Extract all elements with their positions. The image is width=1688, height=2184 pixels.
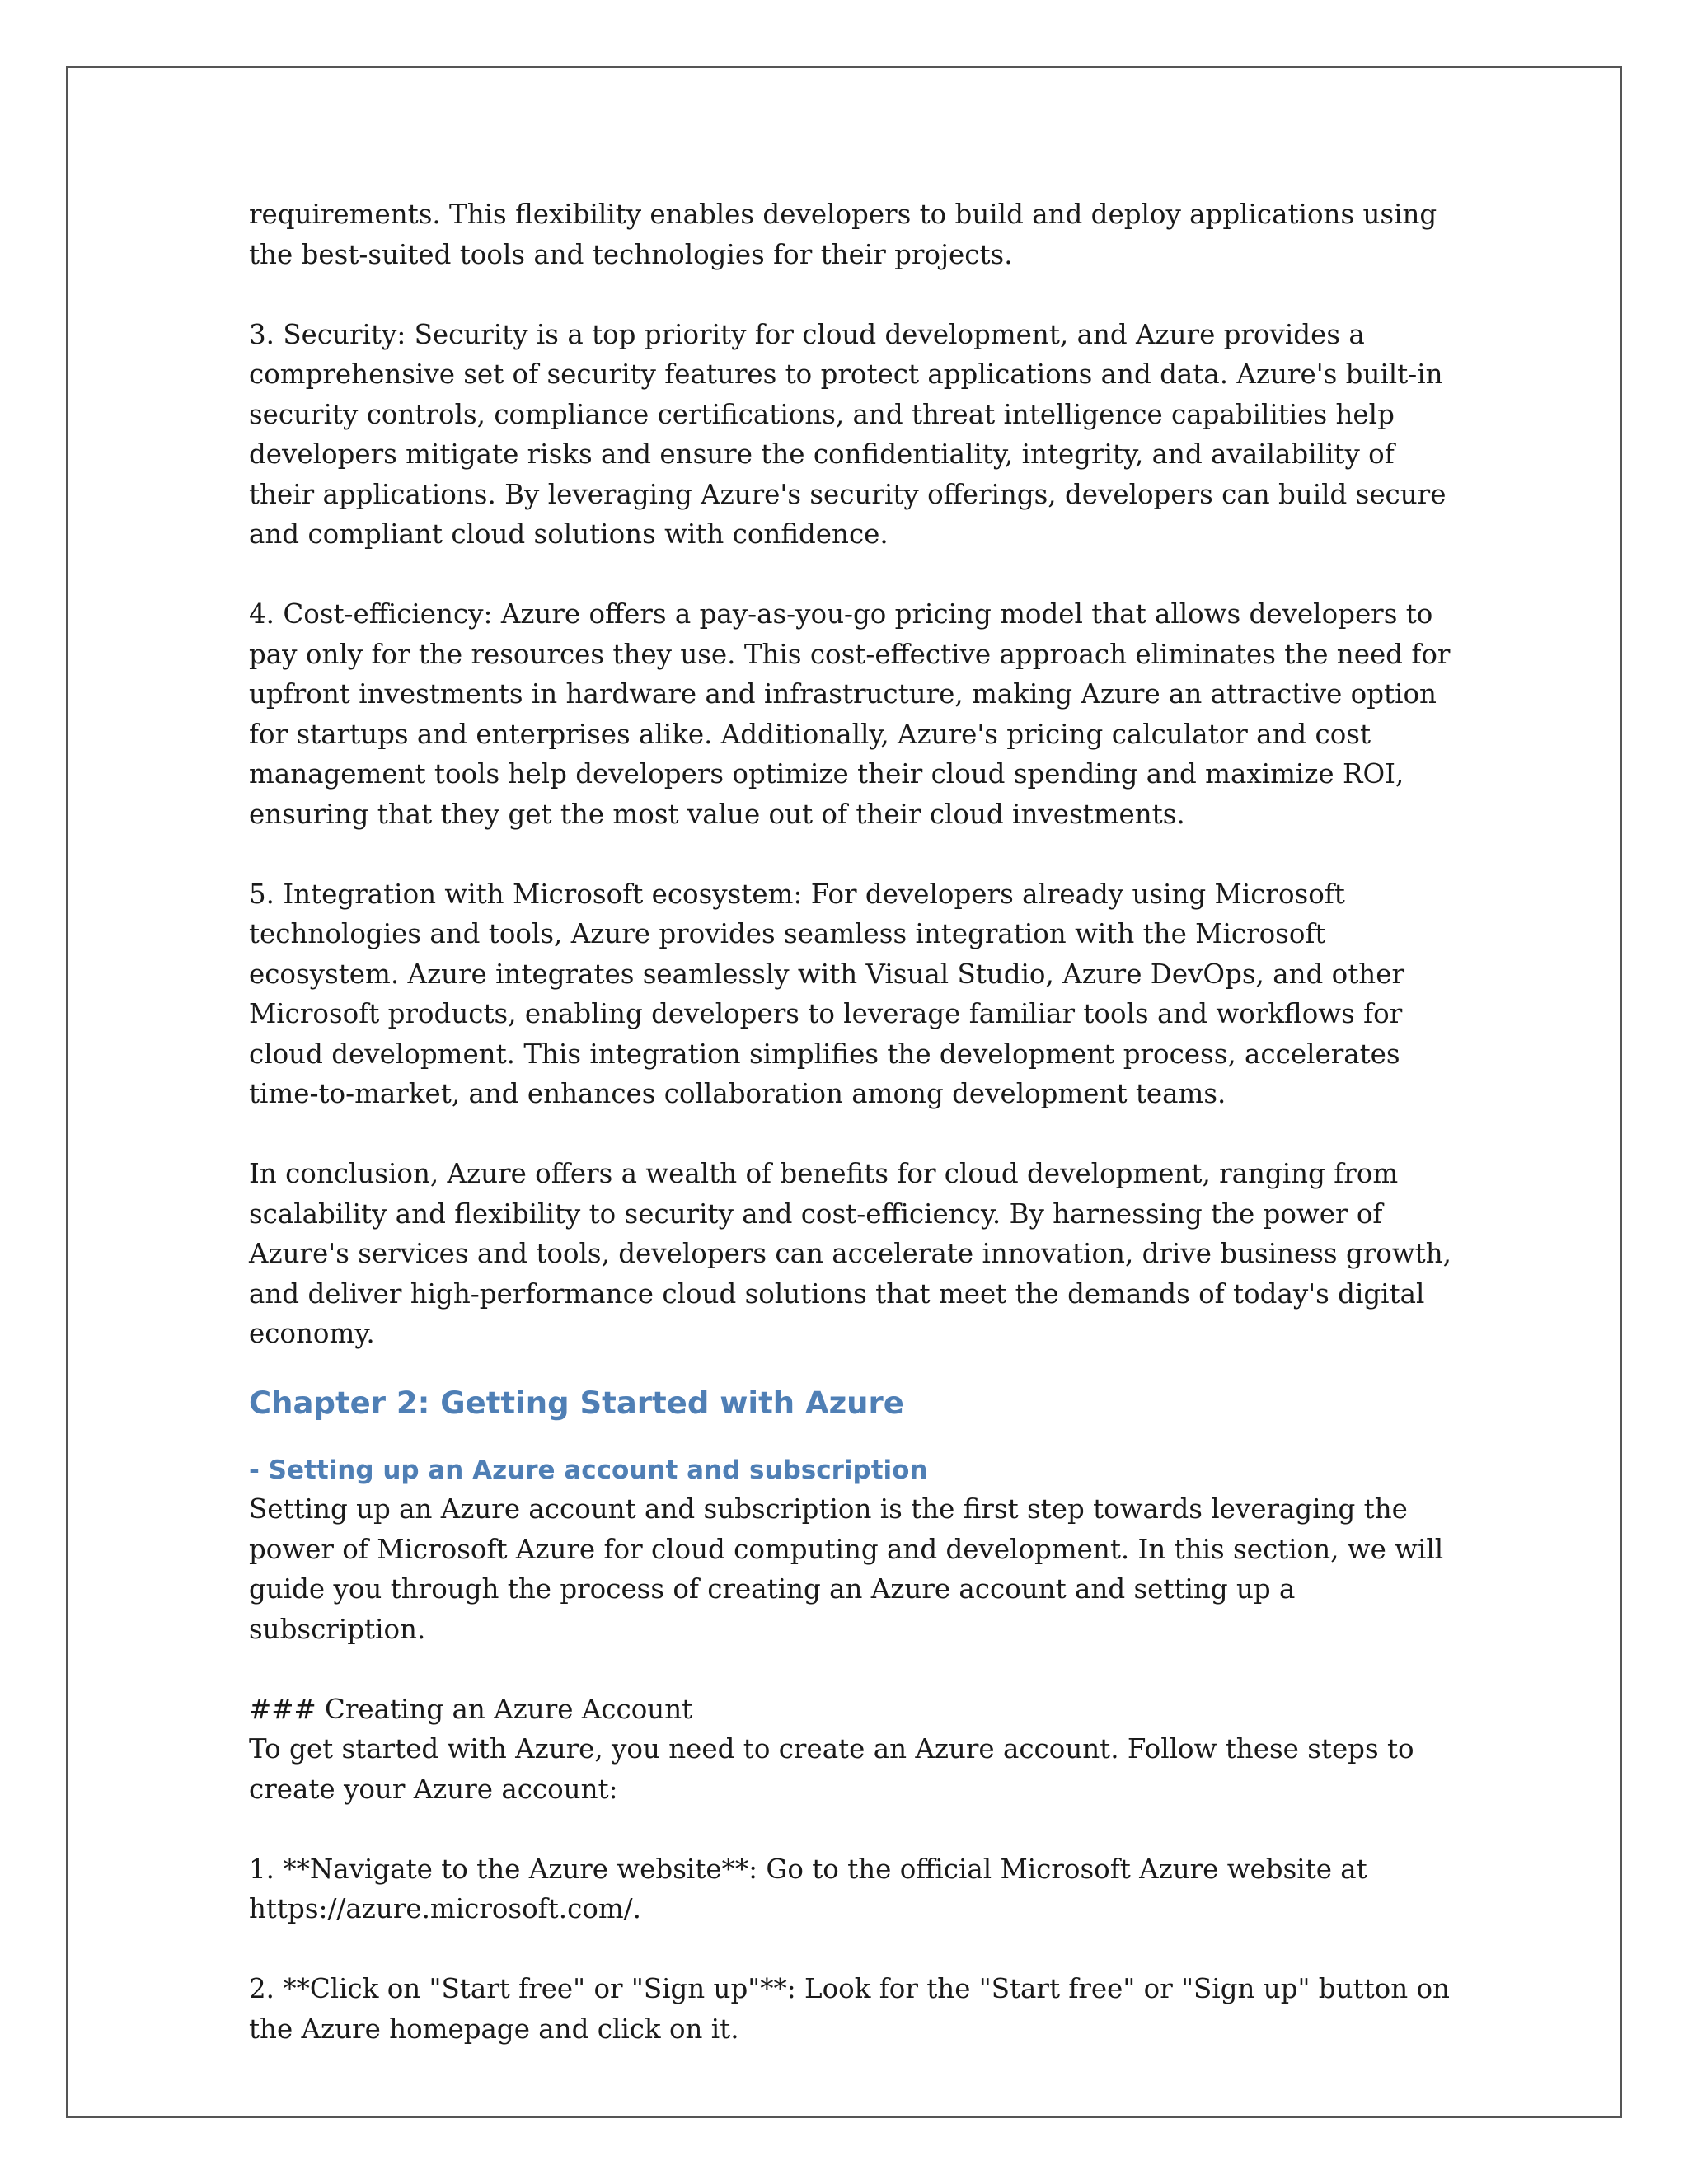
chapter-title: Chapter 2: Getting Started with Azure — [249, 1385, 904, 1421]
paragraph-flexibility-continued: requirements. This flexibility enables developers to build and deploy applications using the best-suited tools and technologies for their projects. — [249, 199, 1437, 270]
section-intro: Setting up an Azure account and subscription is the first step towards leveraging the power of Microsoft Azure for cloud computing and development. In this section, we will guide you through the process of creating an Azure account and setting up a subscription. — [249, 1493, 1444, 1645]
subheading-creating-account: ### Creating an Azure Account — [249, 1693, 693, 1725]
document-body — [249, 194, 1452, 2089]
section-title: - Setting up an Azure account and subscription — [249, 1455, 928, 1485]
step-item-2: 2. **Click on "Start free" or "Sign up"**: Look for the "Start free" or "Sign up" button on the Azure homepage and click on it. — [249, 1973, 1450, 2045]
paragraph-security: 3. Security: Security is a top priority for cloud development, and Azure provides a comprehensive set of security features to protect applications and data. Azure's built-in security controls, compliance certifications, and threat intelligence capabilities help developers mitigate risks and ensure the confidentiality, integrity, and availability of their applications. By leveraging Azure's security offerings, developers can build secure and compliant cloud solutions with confidence. — [249, 318, 1447, 550]
step-item-1: 1. **Navigate to the Azure website**: Go to the official Microsoft Azure website at https://azure.microsoft.com/. — [249, 1853, 1367, 1924]
paragraph-cost-efficiency: 4. Cost-efficiency: Azure offers a pay-as-you-go pricing model that allows developers to pay only for the resources they use. This cost-effective approach eliminates the need for upfront investments in hardware and infrastructure, making Azure an attractive option for startups and enterprises alike. Additionally, Azure's pricing calculator and cost management tools help developers optimize their cloud spending and maximize ROI, ensuring that they get the most value out of their cloud investments. — [249, 598, 1451, 830]
subheading-intro: To get started with Azure, you need to create an Azure account. Follow these steps to create your Azure account: — [249, 1733, 1414, 1805]
paragraph-conclusion: In conclusion, Azure offers a wealth of benefits for cloud development, ranging from scalability and flexibility to security and cost-efficiency. By harnessing the power of Azure's services and tools, developers can accelerate innovation, drive business growth, and deliver high-performance cloud solutions that meet the demands of today's digital economy. — [249, 1158, 1451, 1349]
paragraph-integration: 5. Integration with Microsoft ecosystem: For developers already using Microsoft technologies and tools, Azure provides seamless integration with the Microsoft ecosystem. Azure integrates seamlessly with Visual Studio, Azure DevOps, and other Microsoft products, enabling developers to leverage familiar tools and workflows for cloud development. This integration simplifies the development process, accelerates time-to-market, and enhances collaboration among development teams. — [249, 878, 1404, 1109]
